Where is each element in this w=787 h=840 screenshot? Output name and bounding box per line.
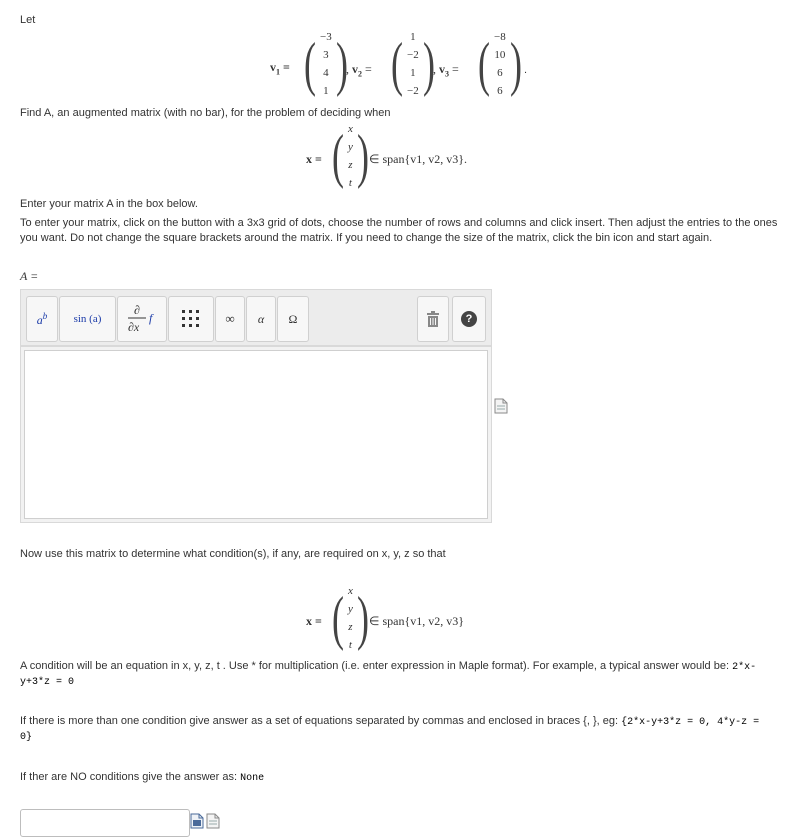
bin-icon	[426, 311, 440, 327]
clear-button[interactable]	[417, 296, 449, 342]
condition-answer-input[interactable]	[20, 809, 190, 837]
none-example: None	[240, 773, 265, 784]
span-text-2: ∈ span{v1, v2, v3}	[369, 614, 464, 628]
x2-entry-3: z	[348, 621, 353, 633]
v2-entry-1: 1	[410, 31, 416, 43]
x2-entry-2: y	[347, 603, 353, 615]
instruction-line2: you want. Do not change the square brackets around the matrix. If you need to change the size of the matrix, click the bin icon and start again.	[20, 232, 713, 244]
v3-entry-3: 6	[497, 67, 503, 79]
greek-button[interactable]: α	[246, 296, 276, 342]
v2-entry-2: −2	[406, 49, 419, 61]
v1-label: $v_1$ =	[270, 60, 290, 77]
svg-text:∂x: ∂x	[128, 320, 140, 334]
find-text: Find A, an augmented matrix (with no bar), for the problem of deciding when	[20, 107, 391, 119]
multi-condition-text: If there is more than one condition give answer as a set of equations separated by commas and enclosed in braces {, }, eg:	[20, 715, 619, 727]
x-label-2: x =	[306, 614, 322, 628]
span-text-1: ∈ span{v1, v2, v3}.	[369, 152, 467, 166]
example-set-part1: {2*x-y+3*z = 0, 4*y-z =	[621, 717, 760, 728]
symbols-button[interactable]: Ω	[277, 296, 309, 342]
v3-entry-4: 6	[497, 85, 503, 97]
v2-vector: ( 1 −2 1 −2 )	[387, 28, 439, 100]
function-button[interactable]: sin (a)	[59, 296, 116, 342]
infinity-button[interactable]: ∞	[215, 296, 245, 342]
v1-entry-4: 1	[323, 85, 329, 97]
v1-entry-1: −3	[319, 31, 332, 43]
derivative-button[interactable]	[117, 296, 167, 342]
example-answer-part2: y+3*z = 0	[20, 677, 75, 688]
v3-vector: ( −8 10 6 6 )	[474, 28, 526, 100]
derivative-icon	[122, 301, 162, 337]
help-button[interactable]	[452, 296, 486, 342]
power-button[interactable]: $a^b$	[26, 296, 58, 342]
x-entry-3: z	[348, 159, 353, 171]
a-label: A =	[20, 269, 39, 283]
v1-entry-2: 3	[323, 49, 329, 61]
svg-text:f: f	[149, 311, 153, 325]
example-set-part2: 0}	[20, 732, 33, 743]
x2-entry-1: x	[347, 585, 353, 597]
instruction-enter: Enter your matrix A in the box below.	[20, 198, 198, 210]
equation-editor-icon[interactable]	[190, 813, 204, 829]
instruction-line1: To enter your matrix, click on the button with a 3x3 grid of dots, choose the number of rows and columns and click insert. Then adjust the entries to the ones	[20, 217, 778, 229]
preview-document-icon-2[interactable]	[206, 813, 220, 829]
condition-intro: Now use this matrix to determine what condition(s), if any, are required on x, y, z so that	[20, 548, 446, 560]
condition-text: A condition will be an equation in x, y, z, t . Use * for multiplication (i.e. enter expression in Maple format). For example, a typical answer would be:	[20, 660, 730, 672]
matrix-button[interactable]	[168, 296, 214, 342]
v3-entry-1: −8	[493, 31, 506, 43]
v1-vector: ( −3 3 4 1 )	[300, 28, 352, 100]
v2-entry-3: 1	[410, 67, 416, 79]
x2-entry-4: t	[348, 639, 352, 651]
x-entry-4: t	[348, 177, 352, 189]
x-vector: ( x y z t )	[328, 120, 373, 192]
x-entry-2: y	[347, 141, 353, 153]
matrix-grid-icon	[179, 307, 203, 331]
intro-text: Let	[20, 14, 36, 26]
example-answer-part1: 2*x-	[732, 662, 757, 673]
editor-area[interactable]	[24, 350, 488, 519]
preview-document-icon[interactable]	[494, 398, 508, 414]
equation-toolbar	[20, 289, 492, 346]
svg-text:∂: ∂	[134, 303, 140, 317]
v1-entry-3: 4	[323, 67, 329, 79]
x-label: x =	[306, 152, 322, 166]
v2-entry-4: −2	[406, 85, 419, 97]
x-vector-2: ( x y z t )	[328, 582, 373, 654]
no-condition-text: If ther are NO conditions give the answer as:	[20, 771, 238, 783]
matrix-editor[interactable]	[20, 346, 492, 523]
x-entry-1: x	[347, 123, 353, 135]
help-icon: ?	[461, 311, 477, 327]
v3-entry-2: 10	[494, 49, 506, 61]
